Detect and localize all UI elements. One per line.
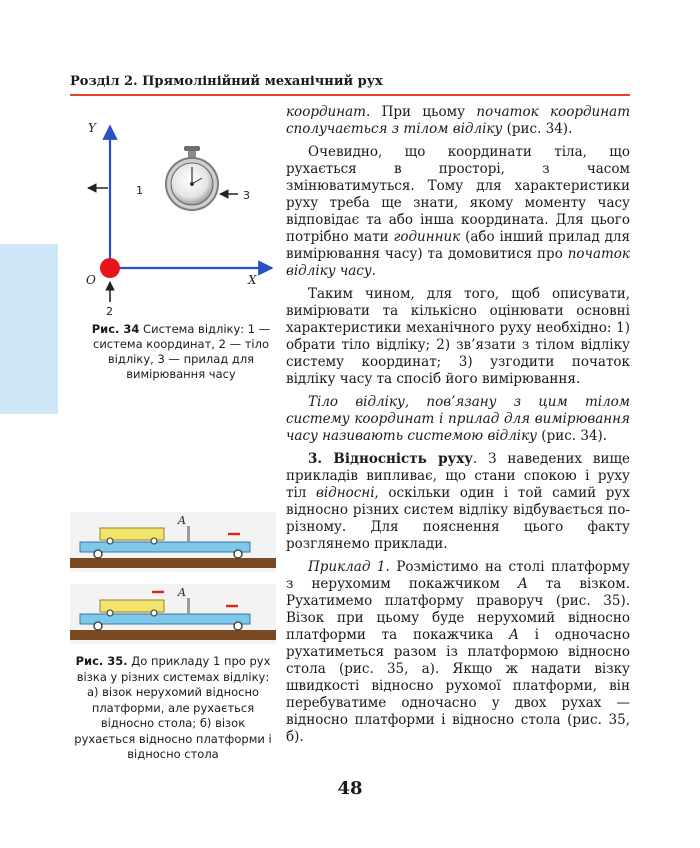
main-text — [286, 104, 630, 746]
figure-34-caption-text: Система відліку: 1 — система координат, 2 — тіло відліку, 3 — прилад для вимірювання часу — [93, 322, 271, 381]
pointer-label-b: A — [178, 586, 186, 599]
definition-reference-frame: Тіло відліку, пов’язану з цим тілом систему координат і прилад для вимірювання часу називають системою відліку — [286, 394, 630, 444]
stopwatch-icon — [166, 146, 218, 210]
pointer-label-a: A — [178, 514, 186, 527]
pointer-a — [187, 526, 190, 542]
figure-35-caption-label: Рис. 35. — [75, 654, 128, 668]
platform-b — [80, 614, 250, 624]
figure-34-caption — [84, 322, 278, 382]
header-rule — [70, 94, 630, 96]
label-3: 3 — [243, 189, 250, 202]
term-origin: початок координат сполучається з тілом відліку — [286, 104, 630, 137]
paragraph-1: координат. При цьому початок координат сполучається з тілом відліку (рис. 34). — [286, 104, 630, 137]
term-time-origin: початок відліку часу — [286, 246, 630, 279]
figure-35-caption-text: До прикладу 1 про рух візка у різних системах відліку: а) візок нерухомий відносно платформи, але рухається відносно стола; б) візок рухається відносно платформи і відносно стола — [74, 654, 272, 761]
figure-35-caption — [70, 654, 276, 763]
side-tab — [0, 244, 58, 414]
reference-body-dot — [100, 258, 120, 278]
figure-34-caption-label: Рис. 34 — [91, 322, 140, 336]
platform-a — [80, 542, 250, 552]
figure-35-platform-cart — [70, 512, 276, 648]
page-number: 48 — [337, 778, 363, 799]
term-coordinates: координат — [286, 104, 366, 120]
paragraph-5: 3. Відносність руху. З наведених вище прикладів випливає, що стани спокою і руху тіл відносні, оскільки один і той самий рух відносно різних систем відліку відбувається по-різному. Для пояснення цього факту розглянемо приклади. — [286, 451, 630, 552]
table-b — [70, 630, 276, 640]
paragraph-3: Таким чином, для того, щоб описувати, вимірювати та кількісно оцінювати основні характеристики механічного руху необхідно: 1) обрати тіло відліку; 2) зв’язати з тілом відліку систему координат; 3) узгодити початок відліку часу та спосіб його вимірювання. — [286, 286, 630, 387]
paragraph-2: Очевидно, що координати тіла, що рухається в просторі, з часом змінюватимуться. Тому для характеристики руху треба ще знати, якому моменту часу відповідає та або інша координата. Для цього потрібно мати годинник (або інший прилад для вимірювання часу) та домовитися про початок відліку часу. — [286, 144, 631, 279]
x-axis-label: X — [248, 273, 257, 287]
label-2: 2 — [106, 305, 113, 318]
label-1: 1 — [136, 184, 143, 197]
figure-34-reference-frame — [78, 112, 278, 322]
paragraph-6-example: Приклад 1. Розмістимо на столі платформу з нерухомим покажчиком A та візком. Рухатимемо платформу праворуч (рис. 35). Візок при цьому буде нерухомий відносно платформи та покажчика A і одночасно рухатиметься разом із платформою відносно стола (рис. 35, а). Якщо ж надати візку швидкості відносно рухомої платформи, він перебуватиме одночасно у двох рухах — відносно платформи і відносно стола (рис. 35, б). — [286, 559, 630, 745]
example-label: Приклад 1 — [308, 559, 386, 575]
y-axis-label: Y — [88, 121, 96, 135]
paragraph-4-definition: Тіло відліку, пов’язану з цим тілом систему координат і прилад для вимірювання часу називають системою відліку (рис. 34). — [286, 394, 630, 444]
origin-label: O — [86, 273, 96, 287]
pointer-b — [187, 598, 190, 614]
section-heading-relativity: 3. Відносність руху — [308, 451, 473, 467]
term-clock: годинник — [393, 229, 461, 245]
term-relative: відносні — [315, 485, 375, 501]
table-a — [70, 558, 276, 568]
page-header: Розділ 2. Прямолінійний механічний рух — [70, 74, 383, 89]
